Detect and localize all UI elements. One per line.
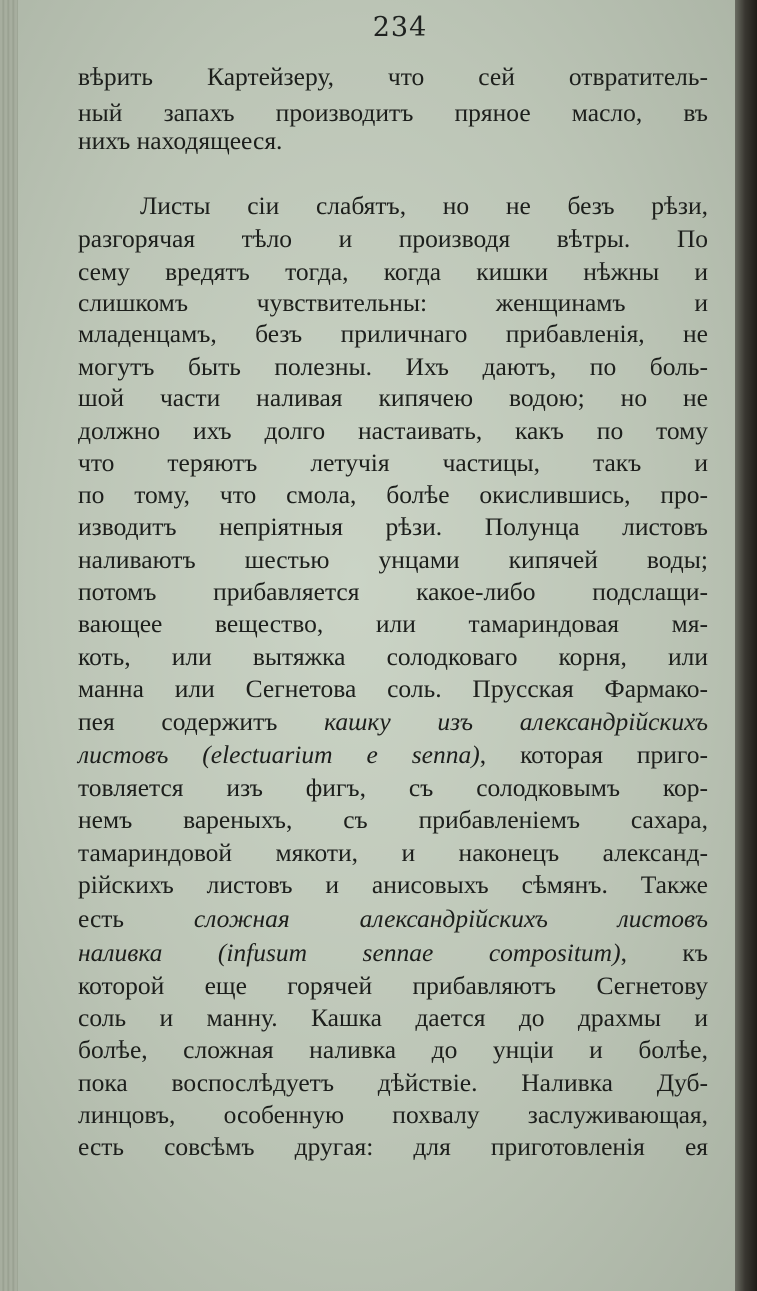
book-spine-shadow: [735, 0, 757, 1291]
text-line: изводитъ непріятныя рѣзи. Полунца листовъ: [78, 512, 708, 541]
text-line: младенцамъ, безъ приличнаго прибавленія, не: [78, 319, 708, 348]
text-line: ный запахъ производитъ пряное масло, въ: [78, 98, 708, 127]
text-line: вающее вещество, или тамариндовая мя-: [78, 609, 708, 638]
text-line: нихъ находящееся.: [78, 126, 283, 155]
text-line: слишкомъ чувствительны: женщинамъ и: [78, 288, 708, 317]
text-line: потомъ прибавляется какое-либо подслащи-: [78, 577, 708, 606]
text-line: пея содержитъ кашку изъ александрійскихъ: [78, 707, 708, 736]
text-line: что теряютъ летучія частицы, такъ и: [78, 448, 708, 477]
text-line: тамариндовой мякоти, и наконецъ александ-: [78, 838, 708, 867]
text-line: линцовъ, особенную похвалу заслуживающая,: [78, 1100, 708, 1129]
text-line: наливаютъ шестью унцами кипячей воды;: [78, 545, 708, 574]
text-line: коть, или вытяжка солодковаго корня, или: [78, 642, 708, 671]
text-line: есть сложная александрійскихъ листовъ: [78, 904, 708, 933]
italic-phrase: кашку изъ александрійскихъ: [324, 707, 708, 736]
text-line: шой части наливая кипячею водою; но не: [78, 383, 708, 412]
page-stack-edge: [0, 0, 18, 1291]
text-line: товляется изъ фигъ, съ солодковымъ кор-: [78, 773, 708, 802]
text-line: пока воспослѣдуетъ дѣйствіе. Наливка Дуб-: [78, 1068, 708, 1097]
text-line: сему вредятъ тогда, когда кишки нѣжны и: [78, 257, 708, 286]
text-line: соль и манну. Кашка дается до драхмы и: [78, 1003, 708, 1032]
text-line: манна или Сегнетова соль. Прусская Фармако-: [78, 674, 708, 703]
text-line: могутъ быть полезны. Ихъ даютъ, по боль-: [78, 352, 708, 381]
text-line: рійскихъ листовъ и анисовыхъ сѣмянъ. Также: [78, 870, 708, 899]
text-line: наливка (infusum sennae compositum), къ: [78, 938, 708, 967]
text-line: вѣрить Картейзеру, что сей отвратитель-: [78, 62, 708, 91]
text-line: листовъ (electuarium e senna), которая приго-: [78, 740, 708, 769]
italic-phrase: наливка (infusum sennae compositum): [78, 938, 621, 967]
text-line: должно ихъ долго настаивать, какъ по тому: [78, 416, 708, 445]
text-line: болѣе, сложная наливка до унціи и болѣе,: [78, 1035, 708, 1064]
text-line: есть совсѣмъ другая: для приготовленія ея: [78, 1132, 708, 1161]
text-line: по тому, что смола, болѣе окислившись, про-: [78, 480, 708, 509]
text-line: немъ вареныхъ, съ прибавленіемъ сахара,: [78, 805, 708, 834]
text-line: которой еще горячей прибавляютъ Сегнетову: [78, 971, 708, 1000]
italic-phrase: листовъ (electuarium e senna): [78, 740, 480, 769]
page-number: 234: [372, 12, 428, 43]
italic-phrase: сложная александрійскихъ листовъ: [193, 904, 708, 933]
text-line: разгорячая тѣло и производя вѣтры. По: [78, 224, 708, 253]
text-line: Листы сіи слабятъ, но не безъ рѣзи,: [140, 191, 708, 220]
